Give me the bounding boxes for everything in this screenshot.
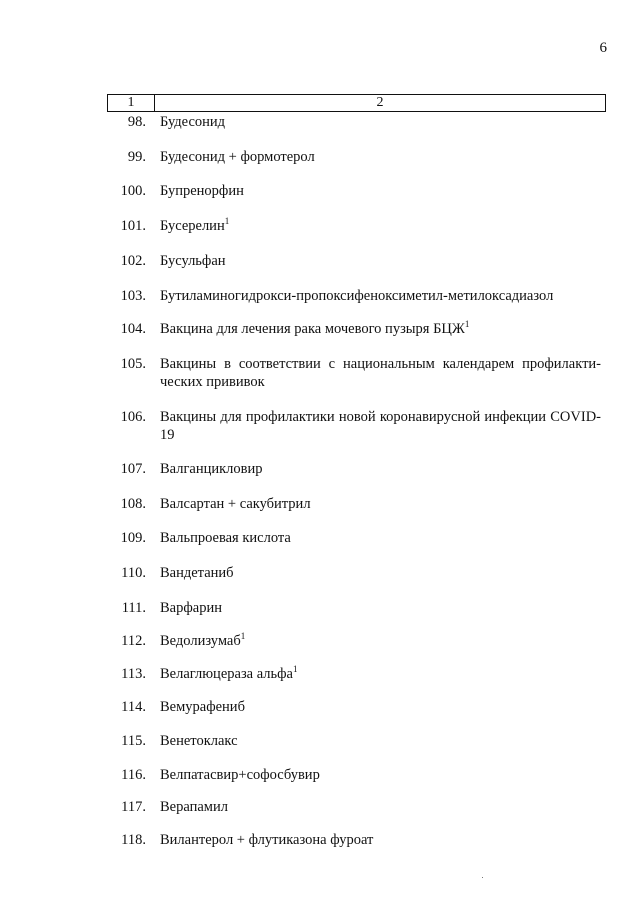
- drug-name-text: Венетоклакс: [160, 733, 238, 749]
- drug-name-text: Ведолизумаб: [160, 633, 241, 649]
- drug-name-text: Будесонид: [160, 114, 226, 130]
- item-number: 98.: [127, 114, 146, 130]
- item-drug-name: [160, 148, 601, 166]
- item-number: 103.: [120, 288, 146, 304]
- drug-name-text: Валсартан + сакубитрил: [160, 496, 311, 512]
- drug-name-text: Вандетаниб: [160, 565, 234, 581]
- drug-name-text: Вальпроевая кислота: [160, 530, 291, 546]
- drug-name-text: Варфарин: [160, 600, 222, 616]
- item-number: 115.: [121, 733, 146, 749]
- item-number: 107.: [120, 461, 146, 477]
- item-drug-name: [160, 408, 601, 444]
- drug-name-text: Вакцины для профилактики новой коронавирусной инфекции COVID-19: [160, 409, 601, 443]
- drug-name-text: Вемурафениб: [160, 699, 245, 715]
- item-drug-name: [160, 698, 601, 716]
- item-number: 102.: [120, 253, 146, 269]
- drug-name-text: Вакцина для лечения рака мочевого пузыря БЦЖ: [160, 321, 465, 337]
- item-drug-name: [160, 665, 601, 683]
- item-number: 113.: [121, 666, 146, 682]
- item-number: 101.: [120, 218, 146, 234]
- item-drug-name: [160, 287, 601, 305]
- item-number: 105.: [120, 356, 146, 372]
- scan-speck: [482, 877, 483, 878]
- item-drug-name: [160, 182, 601, 200]
- item-drug-name: [160, 320, 601, 338]
- drug-name-text: Будесонид + формотерол: [160, 149, 315, 165]
- item-number: 106.: [120, 409, 146, 425]
- item-drug-name: [160, 732, 601, 750]
- drug-name-text: Вилантерол + флутиказона фуроат: [160, 832, 374, 848]
- item-number: 108.: [120, 496, 146, 512]
- drug-name-text: Вакцины в соответствии с национальным календарем профилакти-ческих прививок: [160, 356, 601, 390]
- footnote-marker: 1: [464, 319, 470, 330]
- item-drug-name: [160, 798, 601, 816]
- item-drug-name: [160, 113, 601, 131]
- drug-name-text: Велаглюцераза альфа: [160, 666, 293, 682]
- item-drug-name: [160, 564, 601, 582]
- drug-name-text: Верапамил: [160, 799, 228, 815]
- item-number: 114.: [121, 699, 146, 715]
- item-drug-name: [160, 599, 601, 617]
- page-number: 6: [599, 40, 607, 56]
- item-drug-name: [160, 831, 601, 849]
- item-number: 104.: [120, 321, 146, 337]
- item-drug-name: [160, 632, 601, 650]
- item-number: 99.: [127, 149, 146, 165]
- footnote-marker: 1: [224, 216, 230, 227]
- item-number: 109.: [120, 530, 146, 546]
- item-number: 100.: [120, 183, 146, 199]
- item-number: 116.: [121, 767, 146, 783]
- item-drug-name: [160, 766, 601, 784]
- item-number: 112.: [121, 633, 146, 649]
- table-header-col-1: 1: [108, 95, 155, 111]
- table-header-col-2: 2: [376, 95, 384, 110]
- item-number: 117.: [121, 799, 146, 815]
- item-drug-name: [160, 355, 601, 391]
- item-number: 118.: [121, 832, 146, 848]
- drug-name-text: Бупренорфин: [160, 183, 244, 199]
- drug-name-text: Велпатасвир+софосбувир: [160, 767, 320, 783]
- drug-name-text: Бусерелин: [160, 218, 225, 234]
- drug-name-text: Бусульфан: [160, 253, 226, 269]
- item-drug-name: [160, 460, 601, 478]
- drug-name-text: Бутиламиногидрокси-пропоксифеноксиметил-метилоксадиазол: [160, 288, 554, 304]
- item-number: 111.: [121, 600, 146, 616]
- footnote-marker: 1: [240, 631, 246, 642]
- table-header-row: [107, 94, 606, 112]
- item-drug-name: [160, 252, 601, 270]
- drug-name-text: Валганцикловир: [160, 461, 263, 477]
- item-drug-name: [160, 495, 601, 513]
- footnote-marker: 1: [292, 664, 298, 675]
- item-drug-name: [160, 529, 601, 547]
- item-number: 110.: [121, 565, 146, 581]
- item-drug-name: [160, 217, 601, 235]
